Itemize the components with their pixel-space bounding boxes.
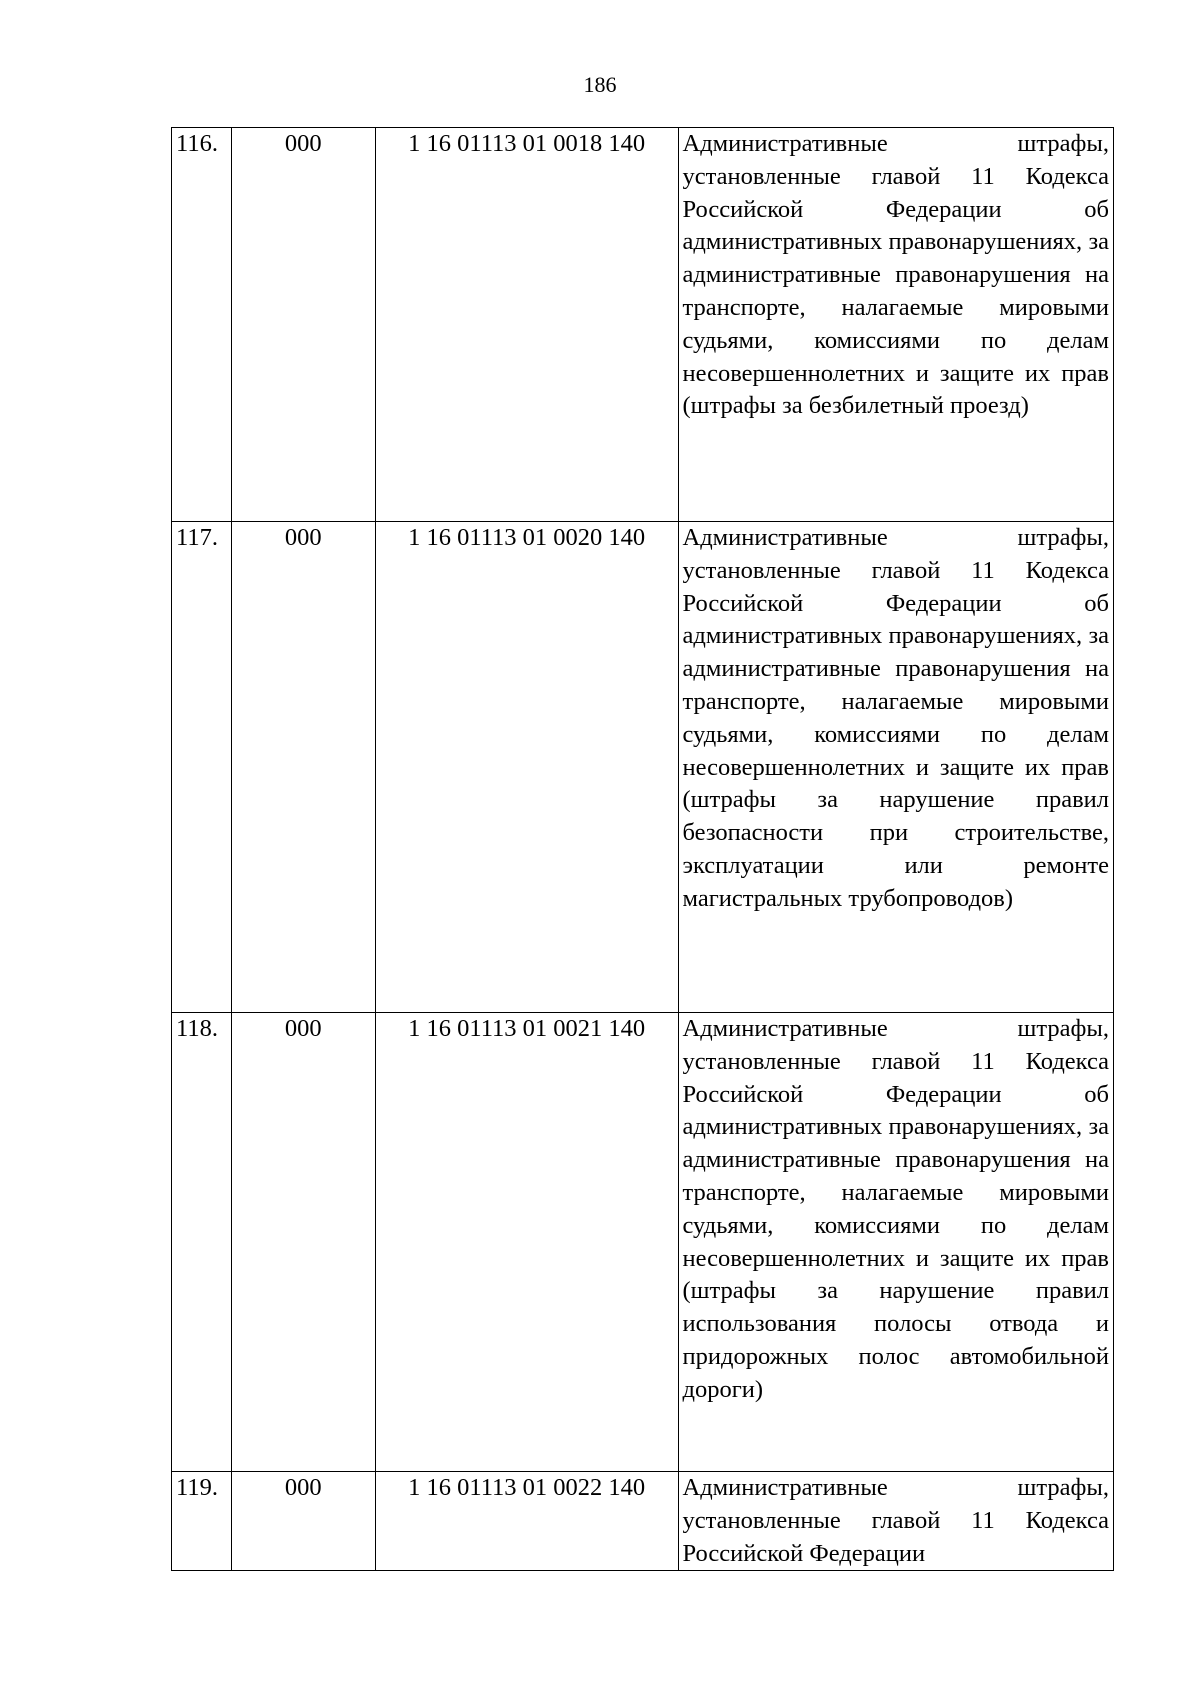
budget-classification-code: 1 16 01113 01 0021 140 <box>375 1013 678 1472</box>
budget-classification-table <box>171 127 1114 1571</box>
table-row <box>172 522 1114 1013</box>
row-number: 117. <box>172 522 232 1013</box>
budget-classification-code: 1 16 01113 01 0022 140 <box>375 1472 678 1571</box>
row-number: 119. <box>172 1472 232 1571</box>
budget-classification-code: 1 16 01113 01 0020 140 <box>375 522 678 1013</box>
row-number: 118. <box>172 1013 232 1472</box>
administrator-code: 000 <box>231 128 375 522</box>
income-description: Административные штрафы, установленные главой 11 Кодекса Российской Федерации об административных правонарушениях, за административные правонарушения на транспорте, налагаемые мировыми судьями, комиссиями по делам несовершеннолетних и защите их прав (штрафы за нарушение правил использования полосы отвода и придорожных полос автомобильной дороги) <box>678 1013 1114 1472</box>
income-description: Административные штрафы, установленные главой 11 Кодекса Российской Федерации <box>678 1472 1114 1571</box>
page-number: 186 <box>583 72 617 97</box>
administrator-code: 000 <box>231 1472 375 1571</box>
income-description: Административные штрафы, установленные главой 11 Кодекса Российской Федерации об административных правонарушениях, за административные правонарушения на транспорте, налагаемые мировыми судьями, комиссиями по делам несовершеннолетних и защите их прав (штрафы за нарушение правил безопасности при строительстве, эксплуатации или ремонте магистральных трубопроводов) <box>678 522 1114 1013</box>
income-description: Административные штрафы, установленные главой 11 Кодекса Российской Федерации об административных правонарушениях, за административные правонарушения на транспорте, налагаемые мировыми судьями, комиссиями по делам несовершеннолетних и защите их прав (штрафы за безбилетный проезд) <box>678 128 1114 522</box>
budget-classification-code: 1 16 01113 01 0018 140 <box>375 128 678 522</box>
table-row <box>172 1472 1114 1571</box>
table-row <box>172 1013 1114 1472</box>
administrator-code: 000 <box>231 522 375 1013</box>
table-row <box>172 128 1114 522</box>
row-number: 116. <box>172 128 232 522</box>
administrator-code: 000 <box>231 1013 375 1472</box>
